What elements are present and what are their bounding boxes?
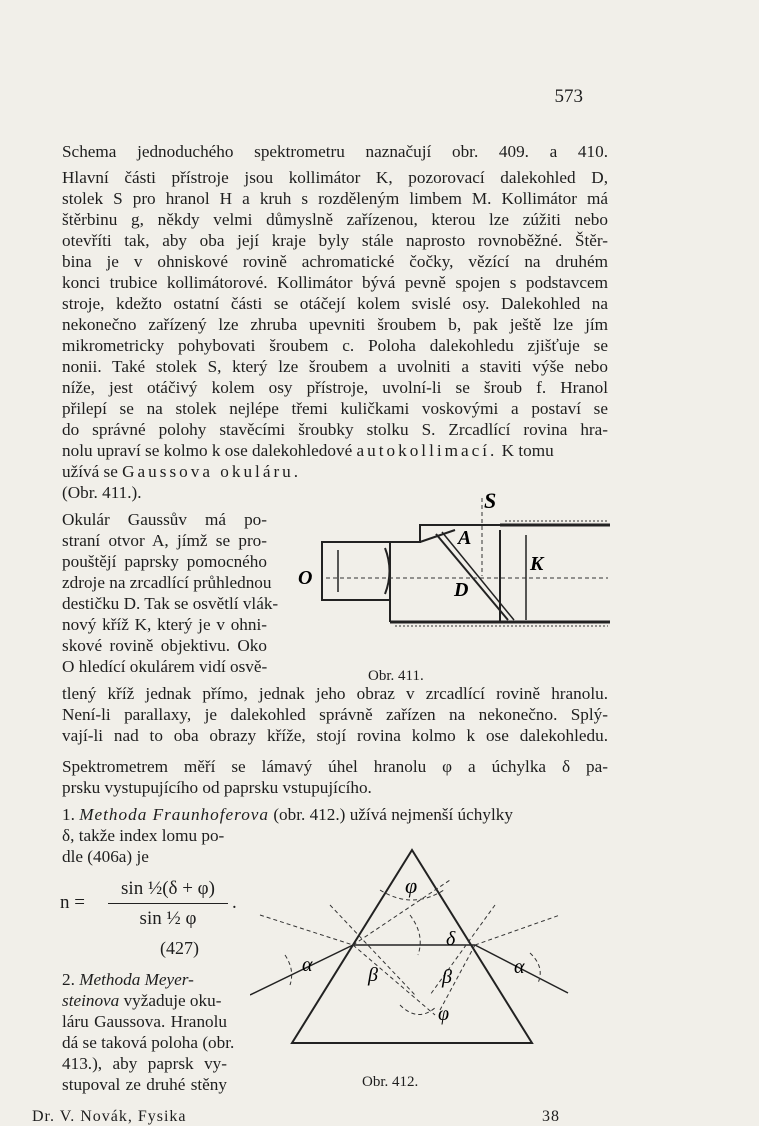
text-line: prsku vystupujícího od paprsku vstupujícího.: [62, 778, 372, 797]
text-line: skové rovině objektivu. Oko: [62, 636, 267, 655]
fig412-label-phi-top: φ: [405, 873, 418, 898]
text-line: Okulár Gaussův má po-: [62, 510, 267, 529]
text-line: [62, 991, 221, 1011]
text-line: straní otvor A, jímž se pro-: [62, 531, 267, 550]
text-line: O hledící okulárem vidí osvě-: [62, 657, 268, 676]
text-line: stupoval ze druhé stěny: [62, 1075, 227, 1094]
text-line: nový kříž K, který je v ohni-: [62, 615, 267, 634]
equation-number: (427): [160, 938, 199, 958]
fig411-label-a: A: [458, 527, 472, 549]
method-number: 1.: [62, 805, 75, 824]
text-line: nekonečno zařízený lze zhruba upevniti šroubem b, pak ještě lze jím: [62, 315, 608, 334]
text-line: pouštějí paprsky pomocného: [62, 552, 267, 571]
footer-sheet-number: 38: [542, 1108, 560, 1125]
method-name: steinova: [62, 991, 120, 1010]
spaced-term: autokollimací.: [356, 441, 498, 460]
fig411-label-o: O: [298, 567, 313, 589]
text-line: zdroje na zrcadlící průhlednou: [62, 573, 272, 592]
text-line: destičku D. Tak se osvětlí vlák-: [62, 594, 279, 613]
figure-411: [290, 480, 620, 660]
text-fragment: vyžaduje oku-: [123, 991, 222, 1010]
fig412-label-beta-left: β: [368, 964, 378, 986]
text-line: stolek S pro hranol H a kruh s rozděleným limbem M. Kollimátor má: [62, 189, 608, 208]
fig411-label-s: S: [484, 488, 497, 513]
text-line: Není-li parallaxy, je dalekohled správně zařízen na nekonečno. Splý-: [62, 705, 608, 724]
fig411-label-d: D: [454, 579, 469, 601]
fig412-label-alpha-right: α: [514, 956, 525, 978]
formula-denominator: sin ½ φ: [139, 908, 197, 929]
text-line: Hlavní části přístroje jsou kollimátor K, pozorovací dalekohled D,: [62, 168, 608, 187]
text-line: štěrbinu g, někdy velmi důmyslně zařízenou, kterou lze zúžiti nebo: [62, 210, 608, 229]
fraction-bar: [108, 903, 228, 904]
text-line: níže, jest otáčivý kolem osy přístroje, uvolní-li se šroub f. Hranol: [62, 378, 608, 397]
text-line: Schema jednoduchého spektrometru naznačují obr. 409. a 410.: [62, 142, 608, 161]
figure-ref: (Obr. 411.).: [62, 483, 142, 502]
text-fragment: (obr. 412.) užívá nejmenší úchylky: [273, 805, 513, 824]
spaced-term: Gaussova okuláru.: [122, 462, 302, 481]
text-line: 413.), aby paprsk vy-: [62, 1054, 227, 1073]
fig412-caption: Obr. 412.: [362, 1074, 419, 1090]
formula-end: .: [232, 892, 237, 913]
text-line: vají-li nad to oba obrazy kříže, stojí rovina kolmo k ose dalekohledu.: [62, 726, 608, 745]
method-name: Methoda Meyer-: [79, 970, 194, 989]
formula-numerator: sin ½(δ + φ): [121, 878, 215, 899]
text-line: [62, 462, 301, 482]
text-line: přilepí se na stolek nejlépe třemi kuličkami voskovými a postaví se: [62, 399, 608, 418]
method-1-heading: [62, 805, 513, 825]
fig412-label-beta-right: β: [442, 966, 452, 988]
method-name: Methoda Fraunhoferova: [79, 805, 270, 824]
fig411-label-k: K: [530, 553, 544, 575]
method-number: 2.: [62, 970, 75, 989]
fig411-caption: Obr. 411.: [368, 668, 424, 684]
text-line: Spektrometrem měří se lámavý úhel hranolu φ a úchylka δ pa-: [62, 757, 608, 776]
text-line: nonii. Také stolek S, který lze šroubem a uvolniti a staviti výše nebo: [62, 357, 608, 376]
fig412-label-phi-low: φ: [438, 1003, 450, 1025]
text-fragment: K tomu: [501, 441, 554, 460]
page-number: 573: [554, 86, 583, 107]
text-line: do správné polohy stavěcími šroubky stolku S. Zrcadlící rovina hra-: [62, 420, 608, 439]
eyepiece-tube: [322, 542, 390, 600]
footer-author: Dr. V. Novák, Fysika: [32, 1108, 187, 1125]
text-line: otevříti tak, aby oba její kraje byly stále naprosto rovnoběžné. Štěr-: [62, 231, 608, 250]
text-line: [62, 441, 554, 461]
text-line: bina je v ohniskové rovině achromatické čočky, vězící na druhém: [62, 252, 608, 271]
text-line: stroje, kdežto ostatní části se otáčejí kolem svislé osy. Dalekohled na: [62, 294, 608, 313]
formula-lhs: n =: [60, 892, 85, 913]
text-line: tlený kříž jednak přímo, jednak jeho obraz v zrcadlící rovině hranolu.: [62, 684, 608, 703]
method-2-heading: [62, 970, 194, 990]
text-line: mikrometricky pohybovati šroubem c. Poloha dalekohledu zjišťuje se: [62, 336, 608, 355]
text-line: dá se taková poloha (obr.: [62, 1033, 235, 1052]
text-fragment: nolu upraví se kolmo k ose dalekohledové: [62, 441, 353, 460]
fig412-label-delta: δ: [446, 928, 456, 950]
text-fragment: užívá se: [62, 462, 118, 481]
figure-412: [250, 845, 570, 1065]
text-line: dle (406a) je: [62, 847, 149, 866]
text-line: konci trubice kollimátorové. Kollimátor bývá pevně spojen s podstavcem: [62, 273, 608, 292]
text-line: δ, takže index lomu po-: [62, 826, 225, 845]
fig412-label-alpha-left: α: [302, 954, 313, 976]
text-line: láru Gaussova. Hranolu: [62, 1012, 227, 1031]
